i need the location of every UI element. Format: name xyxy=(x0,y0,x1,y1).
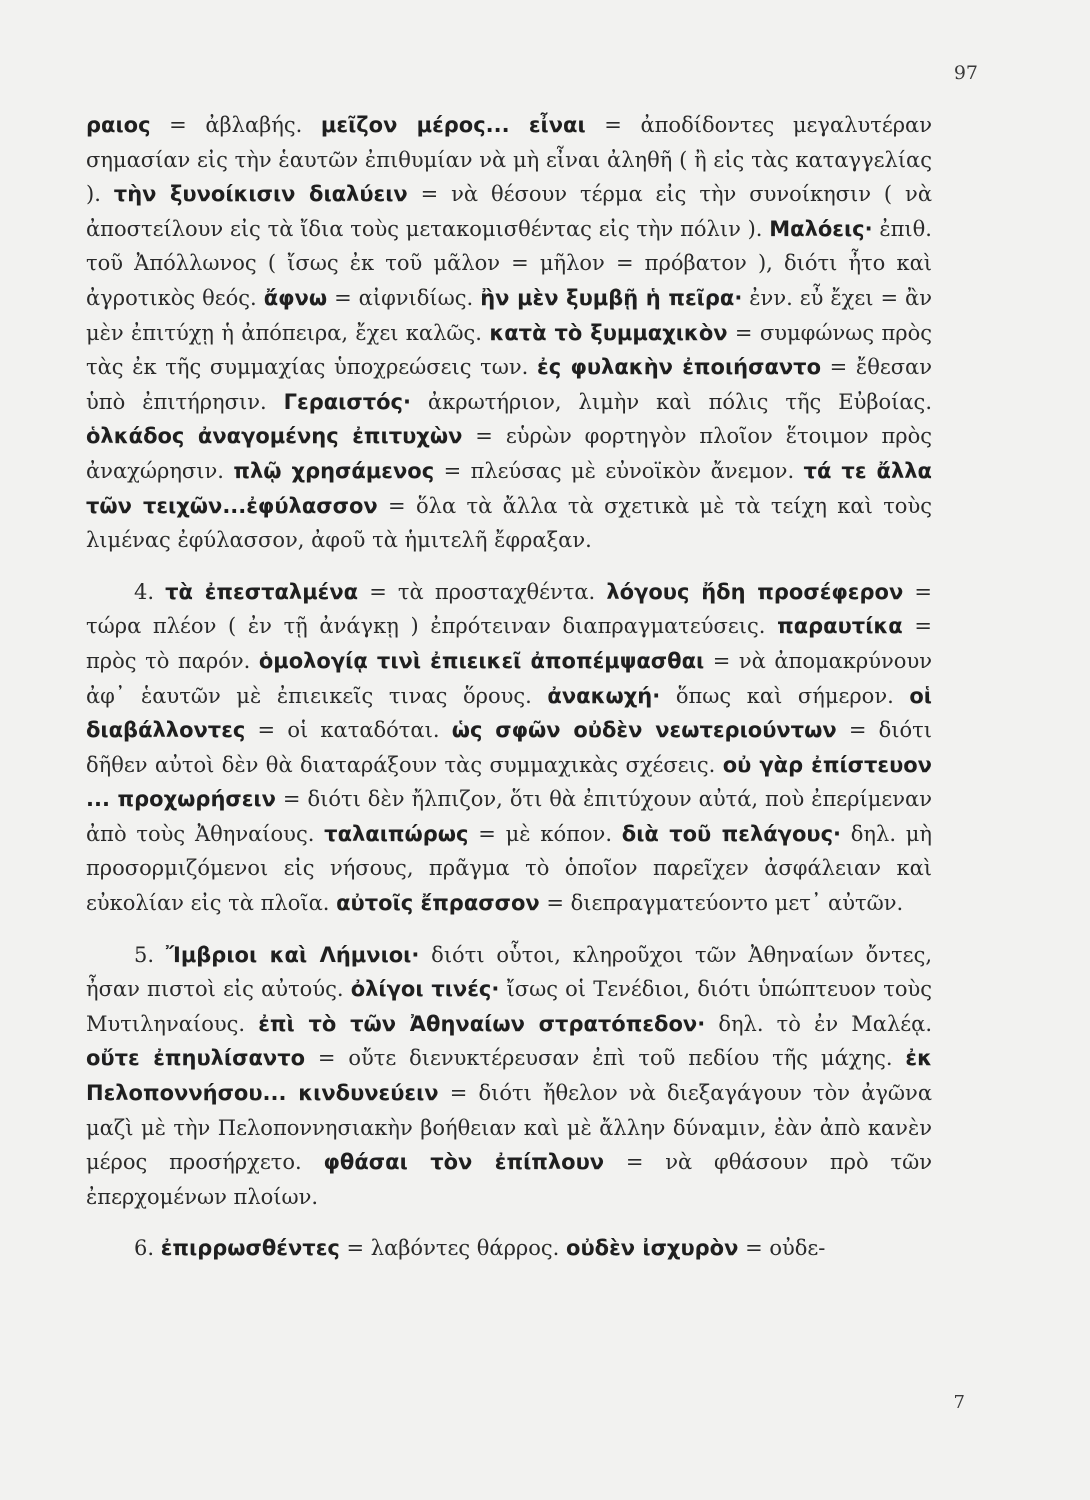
lemma: αὐτοῖς ἔπρασσον xyxy=(336,891,540,916)
lemma: ἐπιρρωσθέντες xyxy=(160,1236,340,1261)
gloss: ἐνν. εὖ ἔχει = ἂν μὲν ἐπιτύχῃ ἡ ἀπόπειρα, ἔχει καλῶς. xyxy=(86,285,932,345)
lemma: Μαλόεις· xyxy=(769,216,873,241)
gloss: = οὔτε διενυκτέρευσαν ἐπὶ τοῦ πεδίου τῆς μάχης. xyxy=(305,1046,906,1071)
gloss: = νὰ ἀπομακρύνουν ἀφ᾽ ἑαυτῶν μὲ ἐπιεικεῖς τινας ὅρους. xyxy=(86,648,932,708)
paragraph xyxy=(86,108,932,558)
gloss: ἴσως οἱ Τενέδιοι, διότι ὑπώπτευον τοὺς Μυτιληναίους. xyxy=(86,977,933,1036)
lemma: οὐδὲν ἰσχυρὸν xyxy=(566,1236,739,1261)
gloss: ὅπως καὶ σήμερον. xyxy=(660,683,910,708)
gloss: = ἀβλαβής. xyxy=(150,113,321,137)
lemma: οἱ διαβάλλοντες xyxy=(86,683,932,743)
paragraph-4 xyxy=(86,575,932,921)
lemma: Γεραιστός· xyxy=(283,389,411,414)
lemma: οὔτε ἐπηυλίσαντο xyxy=(86,1046,306,1071)
page-number: 97 xyxy=(953,62,978,84)
gloss: = συμφώνως πρὸς τὰς ἐκ τῆς συμμαχίας ὑποχρεώσεις των. xyxy=(86,320,932,380)
paragraph-6 xyxy=(86,1231,932,1266)
lemma: πλῷ χρησάμενος xyxy=(233,458,435,483)
gloss: = ἀποδίδοντες μεγαλυτέραν σημασίαν εἰς τὴν ἑαυτῶν ἐπιθυμίαν νὰ μὴ εἶναι ἀληθῆ ( ἢ εἰς τὰς καταγγελίας ). xyxy=(86,113,932,207)
lemma: ἐκ Πελοποννήσου... κινδυνεύειν xyxy=(86,1046,932,1106)
gloss: δηλ. τὸ ἐν Μαλέᾳ. xyxy=(705,1011,932,1036)
lemma: ὁλκάδος ἀναγομένης ἐπιτυχὼν xyxy=(86,424,463,449)
signature-mark: 7 xyxy=(953,1392,965,1413)
gloss: = διότι δῆθεν αὐτοὶ δὲν θὰ διαταράξουν τὰς συμμαχικὰς σχέσεις. xyxy=(86,718,932,777)
gloss: = μὲ κόπον. xyxy=(468,821,622,846)
paragraph-number: 6. xyxy=(134,1236,161,1261)
gloss: δηλ. μὴ προσορμιζόμενοι εἰς νήσους, πρᾶγμα τὸ ὁποῖον παρεῖχεν ἀσφάλειαν καὶ εὐκολίαν εἰς τὰ πλοῖα. xyxy=(86,821,933,916)
gloss: διότι οὗτοι, κληροῦχοι τῶν Ἀθηναίων ὄντες, ἦσαν πιστοὶ εἰς αὐτούς. xyxy=(86,942,932,1002)
gloss: = οὐδε- xyxy=(738,1236,826,1261)
gloss: = πλεύσας μὲ εὐνοϊκὸν ἄνεμον. xyxy=(434,458,804,483)
gloss: = νὰ φθάσουν πρὸ τῶν ἐπερχομένων πλοίων. xyxy=(86,1150,932,1209)
gloss: = αἰφνιδίως. xyxy=(327,285,481,310)
gloss: = λαβόντες θάρρος. xyxy=(339,1236,567,1261)
paragraph-number: 4. xyxy=(134,579,166,604)
lemma: παραυτίκα xyxy=(777,614,903,639)
lemma: Ἴμβριοι καὶ Λήμνιοι· xyxy=(165,942,420,967)
gloss: = διεπραγματεύοντο μετ᾽ αὐτῶν. xyxy=(539,891,904,916)
lemma: φθάσαι τὸν ἐπίπλουν xyxy=(323,1150,605,1175)
lemma: ὀλίγοι τινές· xyxy=(350,977,500,1002)
lemma: τά τε ἄλλα τῶν τειχῶν...ἐφύλασσον xyxy=(86,458,932,518)
lemma: ἐς φυλακὴν ἐποιήσαντο xyxy=(537,355,822,380)
gloss: = ὅλα τὰ ἄλλα τὰ σχετικὰ μὲ τὰ τείχη καὶ τοὺς λιμένας ἐφύλασσον, ἀφοῦ τὰ ἡμιτελῆ ἔφραξαν. xyxy=(86,493,932,553)
gloss: = οἱ καταδόται. xyxy=(245,718,452,743)
lemma: τὴν ξυνοίκισιν διαλύειν xyxy=(113,182,408,207)
lemma: οὐ γὰρ ἐπίστευον ... προχωρήσειν xyxy=(86,752,932,812)
paragraph-number: 5. xyxy=(134,942,166,967)
gloss: = ἔθεσαν ὑπὸ ἐπιτήρησιν. xyxy=(86,355,932,414)
paragraph-5 xyxy=(86,938,932,1215)
gloss: ἀκρωτήριον, λιμὴν καὶ πόλις τῆς Εὐβοίας. xyxy=(410,389,932,414)
lemma: ἢν μὲν ξυμβῇ ἡ πεῖρα· xyxy=(480,285,743,310)
gloss: = διότι δὲν ἤλπιζον, ὅτι θὰ ἐπιτύχουν αὐτά, ποὺ ἐπερίμεναν ἀπὸ τοὺς Ἀθηναίους. xyxy=(86,787,932,846)
lemma: μεῖζον μέρος... εἶναι xyxy=(320,113,586,137)
lemma: τὰ ἐπεσταλμένα xyxy=(165,579,359,604)
lemma: ὁμολογίᾳ τινὶ ἐπιεικεῖ ἀποπέμψασθαι xyxy=(258,648,705,673)
gloss: = τώρα πλέον ( ἐν τῇ ἀνάγκῃ ) ἐπρότειναν διαπραγματεύσεις. xyxy=(86,579,932,639)
gloss: = νὰ θέσουν τέρμα εἰς τὴν συνοίκησιν ( νὰ ἀποστείλουν εἰς τὰ ἴδια τοὺς μετακομισθέντας εἰς τὴν πόλιν ). xyxy=(86,182,932,241)
lemma: ραιος xyxy=(86,113,151,137)
lemma: ταλαιπώρως xyxy=(324,821,469,846)
gloss: ἐπιθ. τοῦ Ἀπόλλωνος ( ἴσως ἐκ τοῦ μᾶλον = μῆλον = πρόβατον ), διότι ἦτο καὶ ἀγροτικὸς θεός. xyxy=(86,216,932,310)
lemma: λόγους ἤδη προσέφερον xyxy=(606,579,904,604)
lemma: κατὰ τὸ ξυμμαχικὸν xyxy=(489,320,728,345)
lemma: ἀνακωχή· xyxy=(547,683,661,708)
lemma: ὡς σφῶν οὐδὲν νεωτεριούντων xyxy=(451,718,837,743)
gloss: = πρὸς τὸ παρόν. xyxy=(86,614,932,673)
gloss: = τὰ προσταχθέντα. xyxy=(358,579,607,604)
commentary-text xyxy=(86,108,932,1266)
lemma: ἐπὶ τὸ τῶν Ἀθηναίων στρατόπεδον· xyxy=(258,1011,706,1036)
lemma: διὰ τοῦ πελάγους· xyxy=(621,821,842,846)
gloss: = εὑρὼν φορτηγὸν πλοῖον ἕτοιμον πρὸς ἀναχώρησιν. xyxy=(86,424,933,483)
gloss: = διότι ἤθελον νὰ διεξαγάγουν τὸν ἀγῶνα μαζὶ μὲ τὴν Πελοποννησιακὴν βοήθειαν καὶ μὲ ἄλλην δύναμιν, ἐὰν ἀπὸ κανὲν μέρος προσήρχετο. xyxy=(86,1081,932,1175)
lemma: ἄφνω xyxy=(263,285,328,310)
